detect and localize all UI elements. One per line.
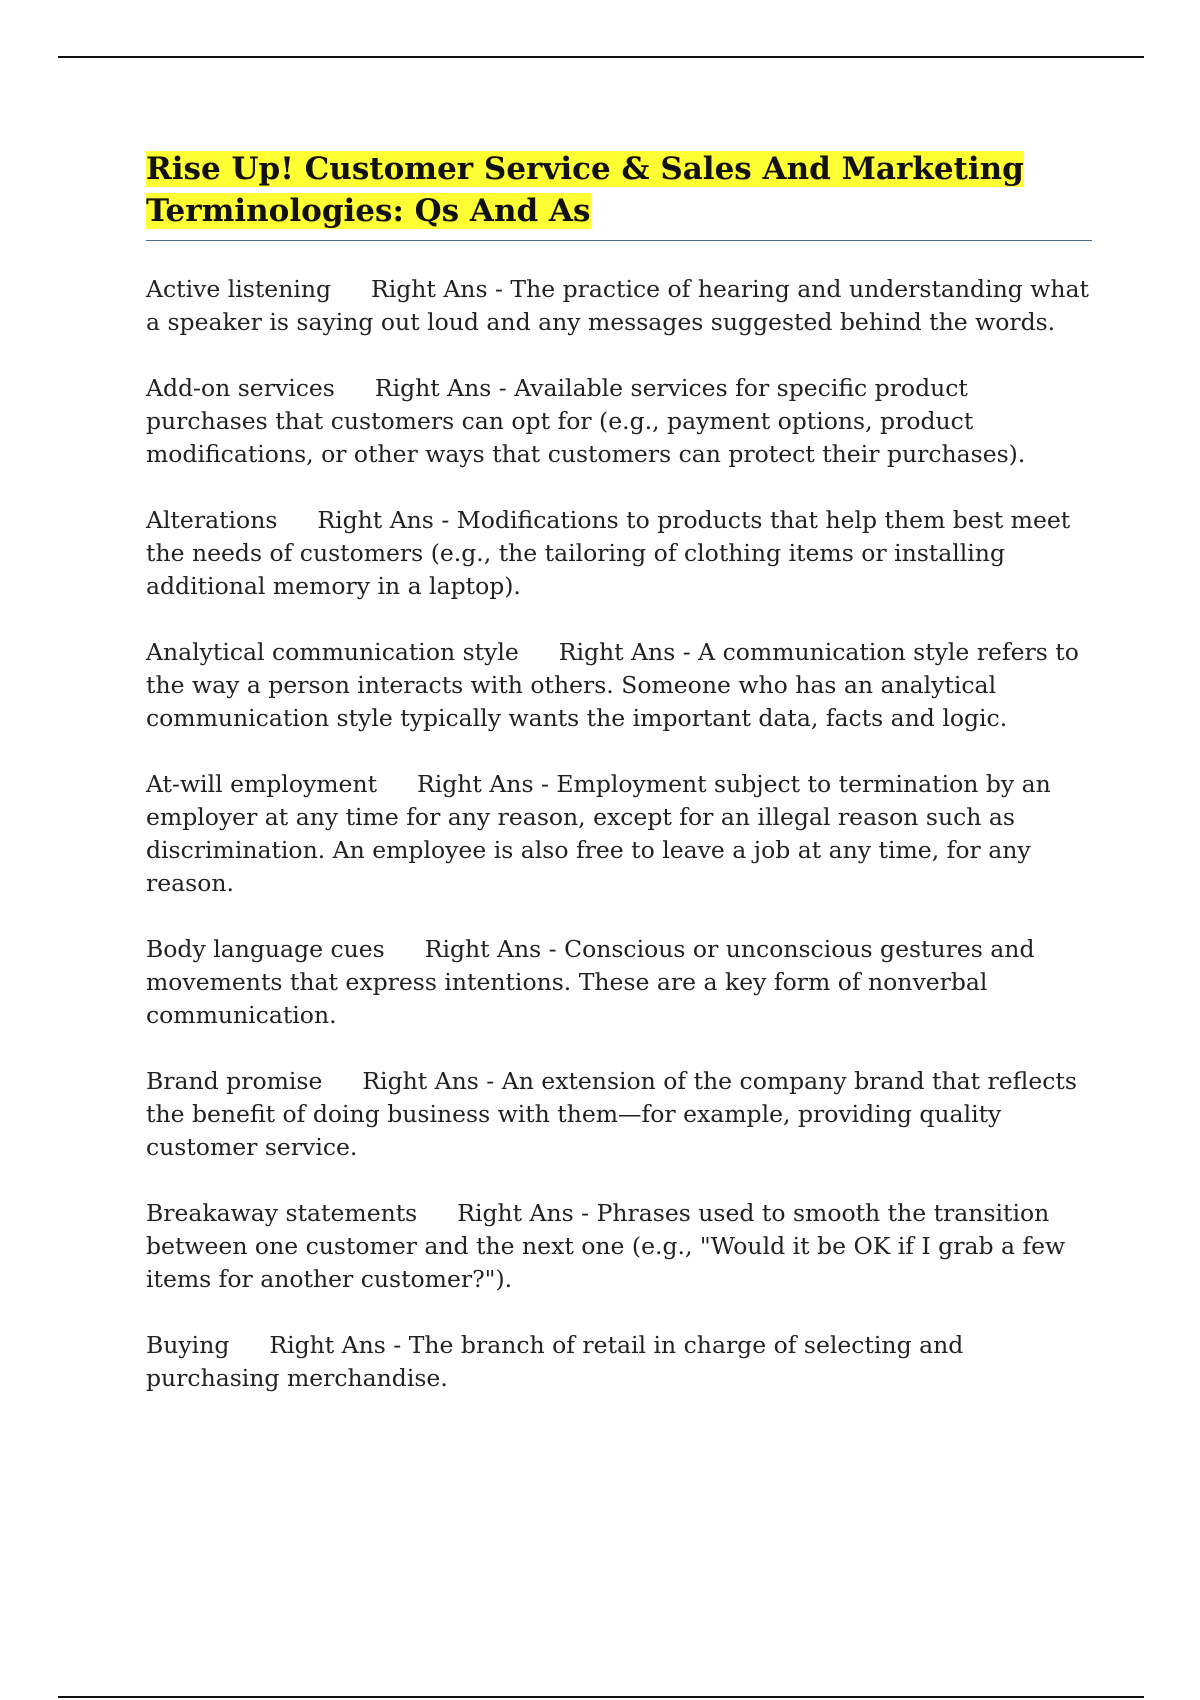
answer-prefix: Right Ans - [317, 506, 457, 534]
document-title [146, 148, 1092, 241]
qa-term: Brand promise [146, 1067, 323, 1095]
footer-rule [58, 1696, 1144, 1698]
qa-answer: Conscious or unconscious gestures and movements that express intentions. These are a key form of nonverbal communication. [146, 935, 1035, 1029]
qa-entry [146, 504, 1092, 603]
qa-entry [146, 273, 1092, 339]
qa-term: Add-on services [146, 374, 335, 402]
answer-prefix: Right Ans - [362, 1067, 502, 1095]
header-rule [58, 56, 1144, 58]
qa-answer: Employment subject to termination by an employer at any time for any reason, except for an illegal reason such as discrimination. An employee is also free to leave a job at any time, for any reason. [146, 770, 1051, 897]
qa-entry [146, 1197, 1092, 1296]
qa-answer: Phrases used to smooth the transition between one customer and the next one (e.g., "Would it be OK if I grab a few items for another customer?"). [146, 1199, 1066, 1293]
answer-prefix: Right Ans - [371, 275, 511, 303]
qa-answer: An extension of the company brand that reflects the benefit of doing business with them—for example, providing quality customer service. [146, 1067, 1077, 1161]
qa-list [146, 273, 1092, 1395]
qa-entry [146, 933, 1092, 1032]
answer-prefix: Right Ans - [269, 1331, 409, 1359]
qa-term: Body language cues [146, 935, 385, 963]
qa-answer: The practice of hearing and understanding what a speaker is saying out loud and any messages suggested behind the words. [146, 275, 1089, 336]
qa-term: Buying [146, 1331, 230, 1359]
answer-prefix: Right Ans - [417, 770, 557, 798]
qa-entry [146, 1065, 1092, 1164]
qa-entry [146, 636, 1092, 735]
qa-answer: The branch of retail in charge of selecting and purchasing merchandise. [146, 1331, 964, 1392]
document-body [146, 148, 1092, 1428]
qa-answer: Modifications to products that help them best meet the needs of customers (e.g., the tailoring of clothing items or installing additional memory in a laptop). [146, 506, 1071, 600]
qa-term: At-will employment [146, 770, 378, 798]
answer-prefix: Right Ans - [374, 374, 515, 402]
qa-term: Alterations [146, 506, 278, 534]
answer-prefix: Right Ans - [558, 638, 699, 666]
qa-entry [146, 1329, 1092, 1395]
answer-prefix: Right Ans - [424, 935, 565, 963]
answer-prefix: Right Ans - [457, 1199, 597, 1227]
qa-entry [146, 372, 1092, 471]
qa-term: Breakaway statements [146, 1199, 418, 1227]
qa-answer: A communication style refers to the way a person interacts with others. Someone who has an analytical communication style typically wants the important data, facts and logic. [146, 638, 1079, 732]
qa-entry [146, 768, 1092, 900]
document-title-text: Rise Up! Customer Service & Sales And Marketing Terminologies: Qs And As [146, 151, 1024, 229]
qa-answer: Available services for specific product purchases that customers can opt for (e.g., payment options, product modifications, or other ways that customers can protect their purchases). [146, 374, 1026, 468]
qa-term: Analytical communication style [146, 638, 519, 666]
qa-term: Active listening [146, 275, 332, 303]
